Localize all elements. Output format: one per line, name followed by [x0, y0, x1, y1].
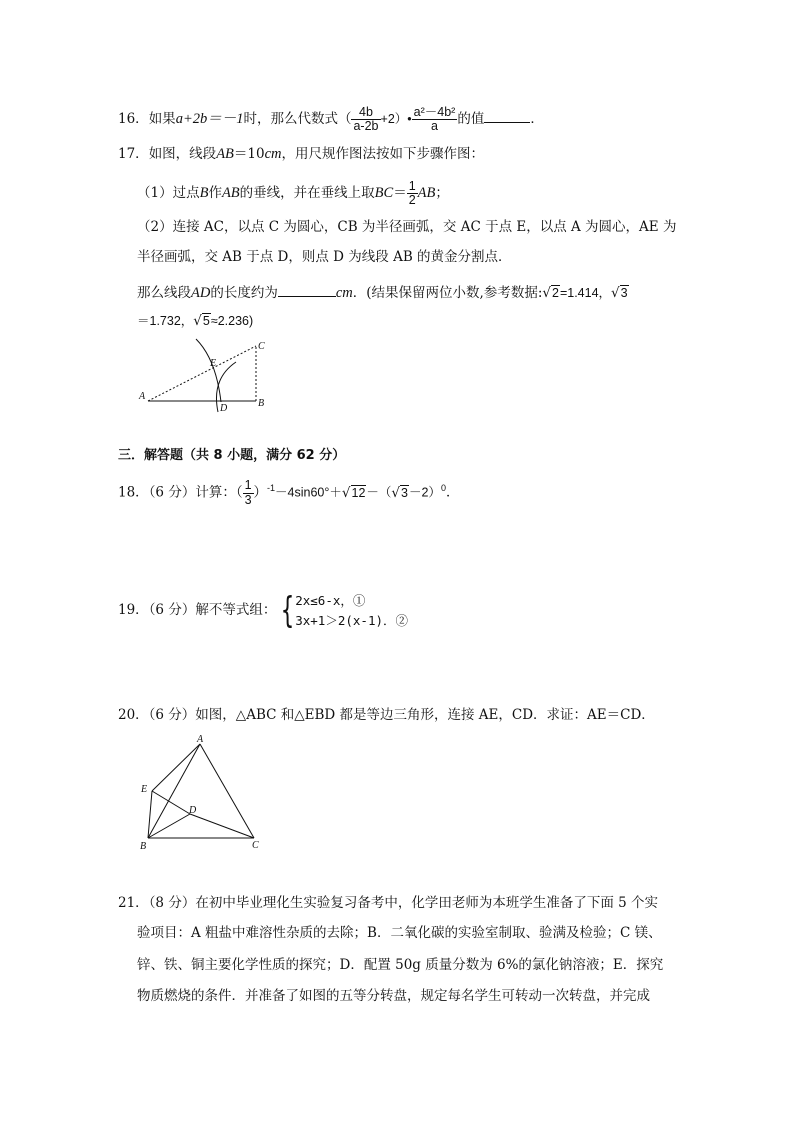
answer-blank[interactable]	[278, 284, 336, 297]
question-19: 19．（6 分）解不等式组： { 2x≤6-x，① 3x+1＞2(x-1)．②	[118, 589, 408, 631]
question-18: 18．（6 分）计算：（ $\frac{1}{3}$ ）$^{-1}-4\sin 60^\circ+√12-(√3-2)^0$．	[118, 478, 460, 507]
answer-blank[interactable]	[484, 110, 530, 123]
question-17-step2-line2: 半径画弧，交 AB 于点 D，则点 D 为线段 AB 的黄金分割点．	[137, 249, 512, 265]
fraction-a2-4b2-over-a: $\frac{\text{a²－4b²}}{a}$	[413, 105, 456, 134]
sqrt-2: √2	[542, 285, 559, 301]
segment-ac	[200, 744, 254, 838]
question-21-line2: 验项目：A 粗盐中难溶性杂质的去除；B．二氧化碳的实验室制取、验满及检验；C 镁、	[137, 925, 662, 941]
question-17-intro: 17．如图，线段AB＝10cm，用尺规作图法按如下步骤作图：	[118, 146, 485, 162]
question-17-step1: （1）过点B作AB的垂线，并在垂线上取BC＝ $\frac{1}{2}$ AB；	[137, 179, 449, 208]
label-b: B	[140, 841, 147, 852]
sqrt-12: √12	[341, 484, 366, 501]
system-brace: {	[280, 589, 295, 631]
fraction-4b-over-a-2b: $\frac{4b}{a-2b}$	[353, 105, 379, 134]
question-20: 20．（6 分）如图，△ABC 和△EBD 都是等边三角形，连接 AE，CD．求证：AE＝CD．	[118, 707, 655, 723]
segment-dc	[190, 814, 254, 838]
figure-17-golden-section	[136, 334, 274, 414]
question-21-line1: 21．（8 分）在初中毕业理化生实验复习备考中，化学田老师为本班学生准备了下面 5 个实	[118, 895, 658, 911]
label-e: E	[141, 784, 148, 795]
label-c: C	[252, 840, 259, 851]
label-d: D	[189, 805, 197, 816]
figure-20-equilateral-triangles	[136, 734, 266, 852]
question-21-line3: 锌、铁、铜主要化学性质的探究；D．配置 50g 质量分数为 6%的氯化钠溶液；E．探究	[137, 957, 664, 973]
question-21-line4: 物质燃烧的条件．并准备了如图的五等分转盘，规定每名学生可转动一次转盘，并完成	[137, 988, 650, 1004]
section-3-heading: 三．解答题（共 8 小题，满分 62 分）	[118, 448, 346, 463]
question-17-step2-line1: （2）连接 AC，以点 C 为圆心，CB 为半径画弧，交 AC 于点 E，以点 A 为圆心，AE 为	[137, 219, 677, 235]
segment-ed	[152, 791, 190, 814]
segment-ae	[152, 744, 200, 791]
fraction-one-third: $\frac{1}{3}$	[244, 478, 252, 507]
label-a: A	[139, 391, 146, 402]
sqrt-3: √3	[611, 285, 628, 301]
sqrt-3: √3	[391, 484, 408, 501]
inequality-system: 2x≤6-x，① 3x+1＞2(x-1)．②	[295, 592, 408, 628]
question-16: 16．如果a+2b＝－1时，那么代数式（ $\frac{4b}{a-2b}$ +2）• $\frac{\text{a²－4b²}}{a}$ 的值 ．	[118, 105, 544, 134]
label-a: A	[197, 734, 204, 745]
fraction-one-half: $\frac{1}{2}$	[408, 179, 416, 208]
question-17-question-line2: ＝1.732，√5≈2.236)	[137, 313, 254, 329]
label-c: C	[258, 341, 265, 352]
question-17-question-line1: 那么线段AD的长度约为 cm．(结果保留两位小数,参考数据:√2=1.414，√3	[137, 285, 628, 301]
label-e: E	[210, 358, 217, 369]
label-d: D	[220, 403, 228, 414]
segment-ac-dashed	[148, 346, 256, 401]
label-b: B	[258, 398, 265, 409]
sqrt-5: √5	[193, 313, 210, 329]
segment-ab	[148, 744, 200, 838]
